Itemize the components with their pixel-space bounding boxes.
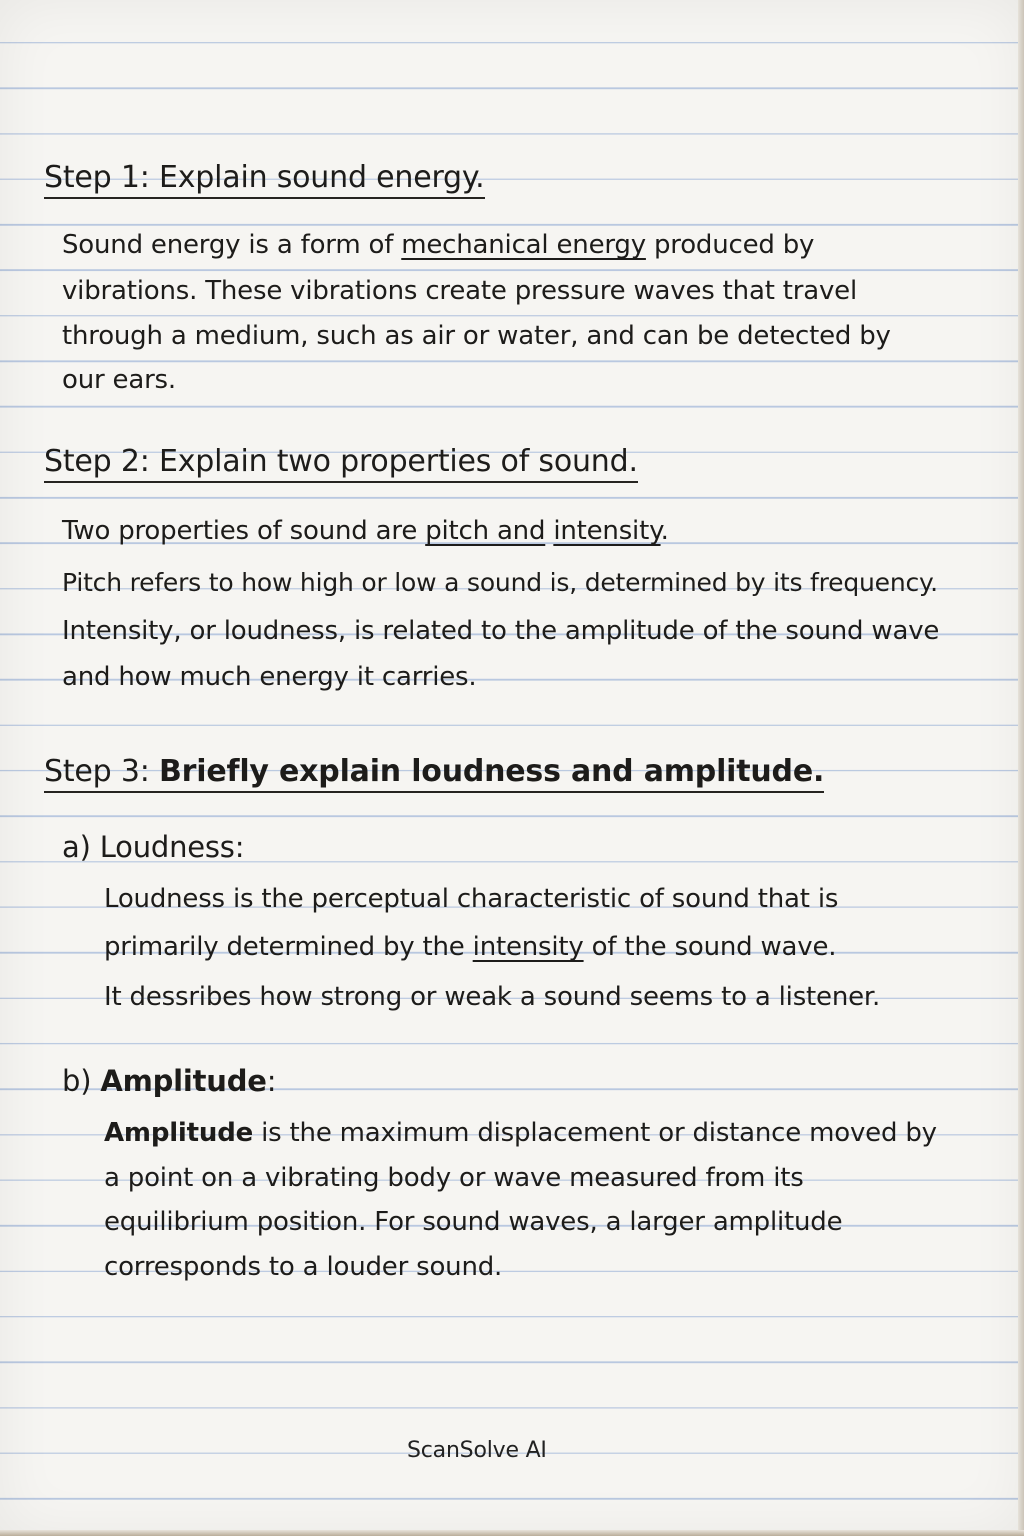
- step1-line1-pre: Sound energy is a form of: [62, 230, 402, 260]
- amplitude-label-prefix: b): [62, 1064, 101, 1098]
- amplitude-line1: [104, 1118, 937, 1148]
- step1-line2: vibrations. These vibrations create pressure waves that travel: [62, 276, 857, 306]
- amplitude-label-suffix: :: [266, 1064, 277, 1098]
- step2-line1-post: .: [660, 516, 669, 546]
- step1-line4: our ears.: [62, 365, 176, 395]
- step1-line1-post: produced by: [645, 230, 815, 260]
- mechanical-energy-term: mechanical energy: [401, 230, 646, 260]
- loudness-line2: [104, 932, 836, 962]
- page-edge-right: [1018, 0, 1024, 1536]
- step2-line2: Pitch refers to how high or low a sound is, determined by its frequency.: [62, 568, 938, 597]
- intensity-term: intensity: [553, 516, 661, 546]
- amplitude-label: [62, 1064, 276, 1098]
- amplitude-line1-rest: is the maximum displacement or distance moved by: [253, 1118, 937, 1148]
- page-edge-bottom: [0, 1530, 1024, 1536]
- footer-brand: ScanSolve AI: [407, 1438, 547, 1463]
- step3-heading-bold: Briefly explain loudness and amplitude.: [158, 754, 825, 789]
- loudness-line2-post: of the sound wave.: [583, 932, 837, 962]
- step2-line4: and how much energy it carries.: [62, 662, 477, 692]
- step2-line1-pre: Two properties of sound are: [62, 516, 426, 546]
- loudness-line3: It dessribes how strong or weak a sound seems to a listener.: [104, 982, 881, 1012]
- loudness-label: a) Loudness:: [62, 830, 245, 864]
- amplitude-label-bold: Amplitude: [100, 1064, 267, 1098]
- loudness-intensity-term: intensity: [472, 932, 584, 962]
- step3-heading-prefix: Step 3:: [44, 754, 159, 789]
- amplitude-line1-bold: Amplitude: [104, 1118, 254, 1148]
- amplitude-line4: corresponds to a louder sound.: [104, 1252, 503, 1282]
- step1-line3: through a medium, such as air or water, and can be detected by: [62, 321, 891, 351]
- step2-line3: Intensity, or loudness, is related to the amplitude of the sound wave: [62, 616, 940, 646]
- step1-heading: Step 1: Explain sound energy.: [44, 160, 485, 199]
- step2-heading: Step 2: Explain two properties of sound.: [44, 444, 638, 483]
- step3-heading: [44, 754, 824, 793]
- step2-line1: [62, 516, 669, 546]
- amplitude-line3: equilibrium position. For sound waves, a larger amplitude: [104, 1207, 843, 1237]
- step1-line1: [62, 230, 814, 260]
- pitch-term: pitch and: [425, 516, 546, 546]
- loudness-line2-pre: primarily determined by the: [104, 932, 473, 962]
- loudness-line1: Loudness is the perceptual characteristic of sound that is: [104, 884, 839, 914]
- amplitude-line2: a point on a vibrating body or wave measured from its: [104, 1163, 804, 1193]
